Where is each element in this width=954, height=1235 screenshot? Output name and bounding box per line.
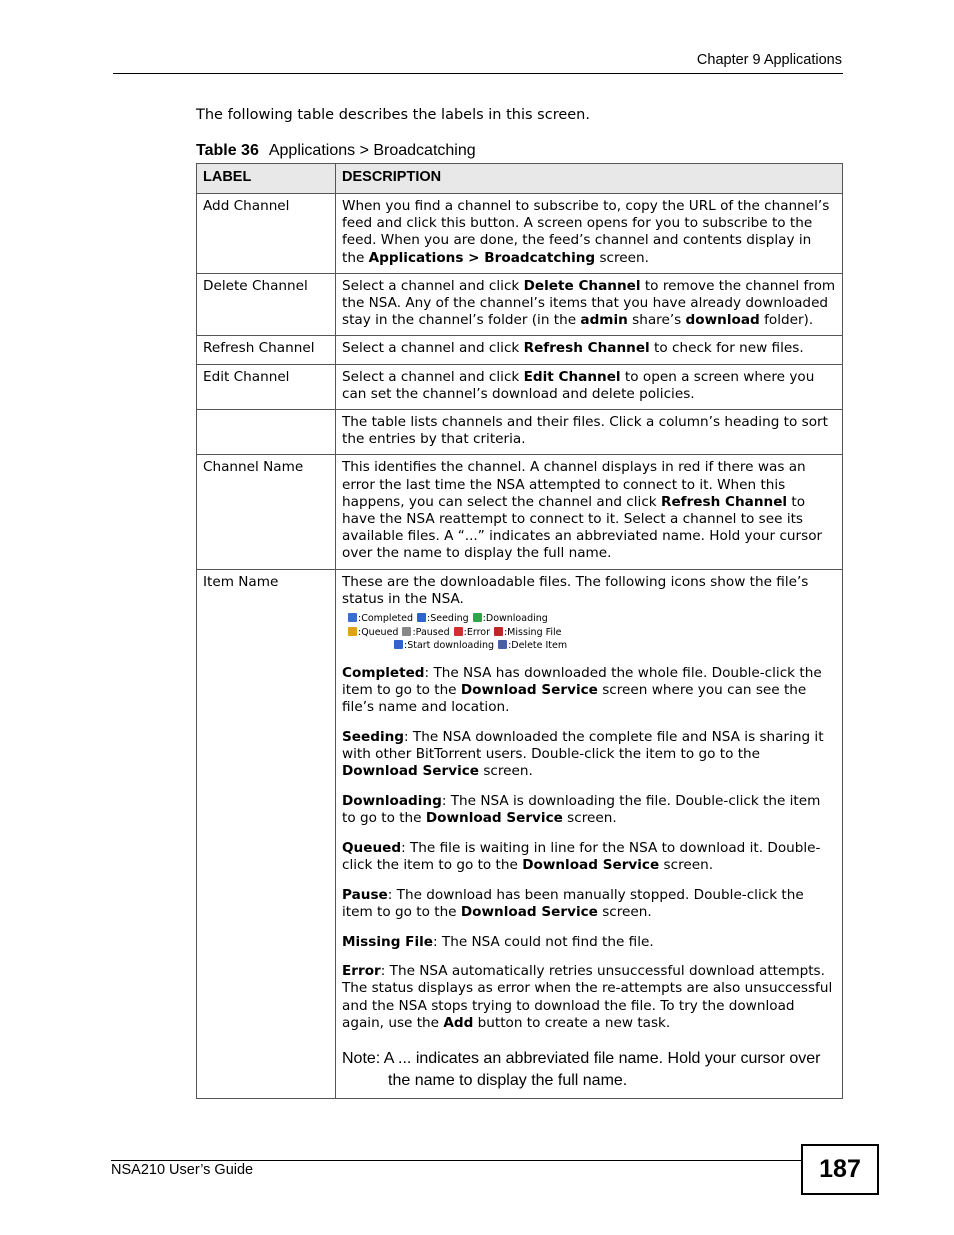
bold-term: Download Service — [460, 903, 598, 920]
text-run: Select a channel and click — [342, 368, 524, 385]
legend-item — [402, 627, 449, 638]
table-row — [197, 336, 843, 364]
status-description — [342, 729, 837, 781]
status-icon-legend — [348, 612, 837, 653]
table-header-row — [197, 164, 843, 194]
text-run: : The NSA is downloading the file. Double-click the item to go to the — [342, 792, 821, 826]
text-run: screen. — [562, 809, 617, 826]
legend-item — [454, 627, 490, 638]
bold-term: download — [685, 312, 760, 329]
row-description — [336, 569, 843, 1098]
label-description-table — [196, 163, 843, 1099]
text-run: : The NSA could not find the file. — [433, 933, 654, 950]
row-label: Refresh Channel — [197, 336, 336, 364]
legend-item — [348, 627, 398, 638]
text-run: Select a channel and click — [342, 277, 524, 294]
page-number: 187 — [801, 1144, 879, 1195]
note: Note: A ... indicates an abbreviated file name. Hold your cursor over the name to display the full name. — [342, 1050, 821, 1090]
text-run: When you find a channel to subscribe to, copy the URL of the channel’s feed and click this button. A screen opens for you to subscribe to the feed. When you are done, the feed’s channel and contents display in the — [342, 198, 830, 266]
table-title: Applications > Broadcatching — [268, 142, 476, 159]
bold-term: Download Service — [342, 763, 480, 780]
start-downloading-icon — [394, 640, 403, 649]
row-description — [336, 273, 843, 336]
footer-rule — [111, 1160, 801, 1161]
row-description — [336, 194, 843, 274]
text-run: : The file is waiting in line for the NSA to download it. Double-click the item to go to the — [342, 839, 821, 873]
row-label: Item Name — [197, 569, 336, 1098]
description-paragraph — [342, 198, 837, 267]
legend-item — [417, 613, 469, 624]
bold-term: Error — [342, 963, 381, 980]
text-run: screen. — [659, 856, 714, 873]
chapter-header: Chapter 9 Applications — [696, 52, 842, 68]
description-paragraph — [342, 278, 837, 330]
bold-term: Delete Channel — [523, 277, 641, 294]
bold-term: Queued — [342, 839, 402, 856]
legend-label: :Error — [463, 626, 490, 638]
table-row — [197, 273, 843, 336]
status-description — [342, 934, 837, 951]
row-description — [336, 364, 843, 409]
text-run: screen. — [597, 903, 652, 920]
row-description — [336, 336, 843, 364]
text-run: to check for new files. — [649, 340, 804, 357]
table-row-item-name — [197, 569, 843, 1098]
text-run: This identifies the channel. A channel displays in red if there was an error the last time the NSA attempted to connect to it. When this happens, you can select the channel and click — [342, 459, 806, 510]
text-run: : The NSA has downloaded the whole file. Double-click the item to go to the — [342, 664, 822, 698]
table-body — [197, 194, 843, 1099]
text-run: screen. — [479, 763, 533, 780]
table-row — [197, 194, 843, 274]
row-description — [336, 410, 843, 455]
description-column-header: DESCRIPTION — [336, 164, 843, 194]
table-row — [197, 455, 843, 569]
description-paragraph — [342, 369, 837, 403]
row-label — [197, 410, 336, 455]
bold-term: Downloading — [342, 792, 442, 809]
legend-item — [473, 613, 548, 624]
text-run: button to create a new task. — [473, 1014, 671, 1031]
bold-term: Completed — [342, 664, 425, 681]
legend-item — [494, 627, 562, 638]
status-description — [342, 840, 837, 874]
description-paragraph — [342, 414, 837, 448]
bold-term: Download Service — [460, 681, 598, 698]
paused-icon — [402, 627, 411, 636]
text-run: to remove the channel from the NSA. Any of the channel’s items that you have already downloaded stay in the channel’s folder (in the — [342, 277, 836, 329]
text-run: share’s — [627, 312, 686, 329]
status-description — [342, 793, 837, 827]
table-row — [197, 410, 843, 455]
text-run: folder). — [759, 312, 814, 329]
bold-term: Pause — [342, 886, 388, 903]
text-run: to have the NSA reattempt to connect to it. Select a channel to see its available files. A “...” indicates an abbreviated name. Hold your cursor over the name to display the full name. — [342, 493, 823, 562]
legend-label: :Missing File — [503, 626, 562, 638]
delete-item-icon — [498, 640, 507, 649]
bold-term: Seeding — [342, 728, 405, 745]
row-label: Add Channel — [197, 194, 336, 274]
completed-icon — [348, 613, 357, 622]
text-run: : The NSA automatically retries unsuccessful download attempts. The status displays as error when the re-attempts are also unsuccessful and the NSA stops trying to download the file. To try the download again, use the — [342, 963, 833, 1031]
error-icon — [454, 627, 463, 636]
legend-row — [348, 626, 837, 640]
legend-label: :Seeding — [427, 613, 469, 625]
bold-term: Edit Channel — [523, 368, 621, 385]
bold-term: Download Service — [425, 809, 563, 826]
row-description — [336, 455, 843, 569]
seeding-icon — [417, 613, 426, 622]
legend-label: :Delete Item — [508, 640, 568, 652]
legend-label: :Downloading — [482, 613, 548, 625]
description-paragraph — [342, 340, 837, 357]
bold-term: Add — [443, 1014, 474, 1031]
bold-term: Missing File — [342, 933, 433, 950]
row-label: Channel Name — [197, 455, 336, 569]
legend-label: :Queued — [358, 626, 399, 638]
text-run: The table lists channels and their files. Click a column’s heading to sort the entries by that criteria. — [342, 414, 828, 448]
description-paragraph — [342, 459, 837, 562]
legend-item — [498, 640, 567, 651]
missing-file-icon — [494, 627, 503, 636]
legend-item — [394, 640, 494, 651]
status-description — [342, 887, 837, 921]
legend-label: :Start downloading — [404, 640, 495, 652]
table-number: Table 36 — [196, 142, 259, 159]
header-rule — [113, 73, 843, 74]
text-run: screen. — [595, 249, 649, 266]
legend-label: :Paused — [412, 626, 450, 638]
status-description — [342, 665, 837, 717]
table-caption — [196, 142, 476, 160]
text-run: to open a screen where you can set the channel’s download and delete policies. — [342, 368, 815, 402]
bold-term: admin — [580, 312, 628, 329]
text-run: screen where you can see the file’s name and location. — [342, 681, 807, 715]
table-row — [197, 364, 843, 409]
legend-row — [348, 639, 837, 653]
legend-label: :Completed — [358, 613, 414, 625]
legend-item — [348, 613, 413, 624]
row-label: Delete Channel — [197, 273, 336, 336]
downloading-icon — [473, 613, 482, 622]
bold-term: Applications > Broadcatching — [368, 249, 596, 266]
guide-title: NSA210 User’s Guide — [111, 1162, 254, 1178]
item-name-intro: These are the downloadable files. The following icons show the file’s status in the NSA. — [342, 573, 809, 607]
intro-text: The following table describes the labels in this screen. — [196, 107, 590, 123]
bold-term: Download Service — [522, 856, 660, 873]
bold-term: Refresh Channel — [661, 493, 788, 510]
text-run: Select a channel and click — [342, 340, 524, 357]
text-run: : The download has been manually stopped. Double-click the item to go to the — [342, 886, 804, 920]
status-description — [342, 963, 837, 1032]
queued-icon — [348, 627, 357, 636]
bold-term: Refresh Channel — [523, 340, 650, 357]
row-label: Edit Channel — [197, 364, 336, 409]
label-column-header: LABEL — [197, 164, 336, 194]
text-run: : The NSA downloaded the complete file and NSA is sharing it with other BitTorrent users. Double-click the item to go to the — [342, 728, 824, 762]
legend-row — [348, 612, 837, 626]
